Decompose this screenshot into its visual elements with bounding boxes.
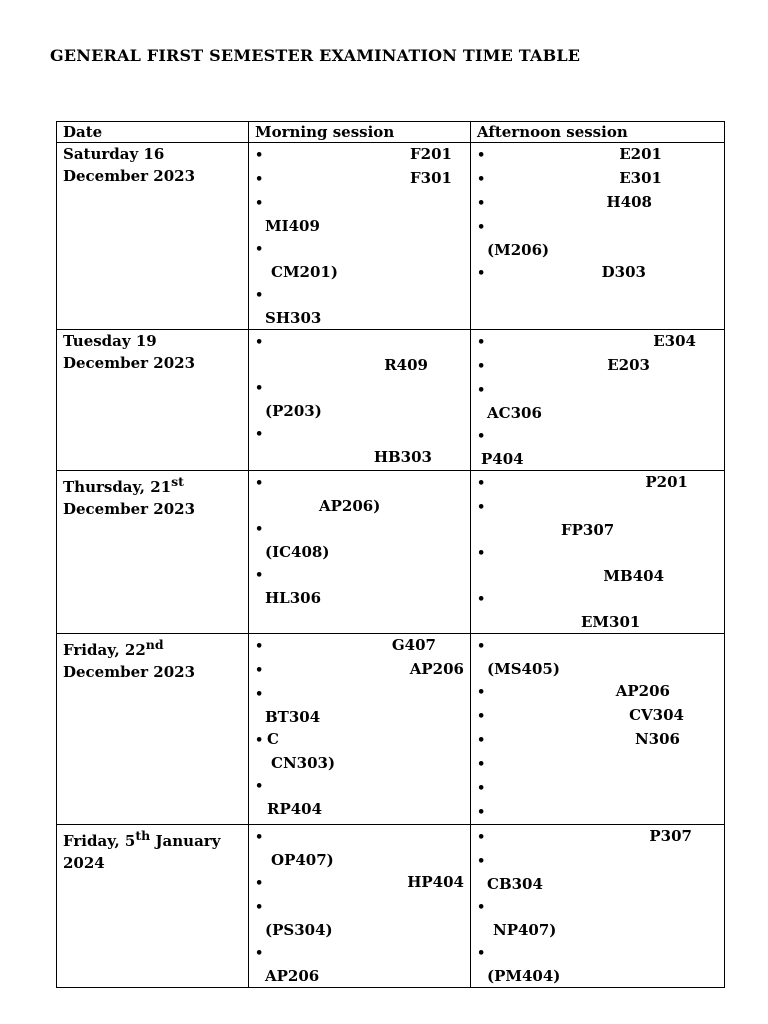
list-item: • R409 — [255, 330, 464, 376]
list-item: • (PS304) — [255, 895, 464, 941]
table-row — [57, 471, 725, 634]
list-item: • C CN303) — [255, 728, 464, 774]
course-code: F301 — [410, 169, 452, 187]
list-item: • AC306 — [477, 378, 718, 424]
date-line: Friday, 22nd — [63, 637, 164, 659]
list-item: • NP407) — [477, 895, 718, 941]
list-item: • P404 — [477, 424, 718, 470]
list-item: • AP206 — [255, 941, 464, 987]
list-item: • — [477, 757, 486, 772]
course-code: G407 — [391, 636, 436, 654]
course-code: F201 — [410, 145, 452, 163]
course-code: HP404 — [407, 873, 464, 891]
list-item: • HL306 — [255, 563, 464, 609]
course-code: (PS304) — [265, 921, 333, 939]
course-code: EM301 — [581, 613, 641, 631]
afternoon-cell — [471, 634, 725, 825]
list-item: • EM301 — [477, 587, 718, 633]
list-item: • D303 — [477, 263, 646, 281]
list-item: • (IC408) — [255, 517, 464, 563]
course-code: NP407) — [493, 921, 557, 939]
course-code: HL306 — [265, 589, 322, 607]
morning-cell — [249, 330, 471, 471]
afternoon-cell — [471, 825, 725, 988]
date-line: December 2023 — [63, 354, 196, 372]
morning-cell — [249, 143, 471, 330]
list-item: • RP404 — [255, 774, 464, 820]
page-title: GENERAL FIRST SEMESTER EXAMINATION TIME TABLE — [50, 46, 581, 65]
course-code: RP404 — [267, 800, 323, 818]
course-code: AP206) — [319, 497, 381, 515]
course-code: (P203) — [265, 402, 322, 420]
course-code: D303 — [601, 263, 646, 281]
course-code: E203 — [607, 356, 650, 374]
date-line: December 2023 — [63, 663, 196, 681]
course-code: MB404 — [603, 567, 664, 585]
list-item: • CV304 — [477, 706, 684, 724]
course-code: CV304 — [629, 706, 684, 724]
list-item: • P307 — [477, 827, 692, 845]
course-code: E304 — [653, 332, 696, 350]
list-item: • AP206) — [255, 471, 464, 517]
date-cell — [57, 471, 249, 634]
date-cell — [57, 825, 249, 988]
list-item: • CM201) — [255, 237, 464, 283]
list-item: • FP307 — [477, 495, 718, 541]
exam-timetable — [56, 121, 725, 988]
list-item: • — [477, 781, 486, 796]
list-item: • E203 — [477, 356, 650, 374]
date-cell — [57, 330, 249, 471]
course-code: N306 — [634, 730, 680, 748]
course-code: CN303) — [271, 754, 336, 772]
afternoon-cell — [471, 330, 725, 471]
course-code: E201 — [619, 145, 662, 163]
date-cell — [57, 634, 249, 825]
course-code: (IC408) — [265, 543, 330, 561]
list-item: • (M206) — [477, 215, 718, 261]
list-item: • SH303 — [255, 283, 464, 329]
course-code: AP206 — [615, 682, 670, 700]
date-line: December 2023 — [63, 167, 196, 185]
course-code: CB304 — [487, 875, 543, 893]
afternoon-cell — [471, 471, 725, 634]
list-item: • CB304 — [477, 849, 718, 895]
list-item: • BT304 — [255, 682, 464, 728]
course-code: C — [267, 730, 279, 748]
list-item: • E301 — [477, 169, 662, 187]
date-cell — [57, 143, 249, 330]
date-line: 2024 — [63, 854, 105, 872]
date-line: Tuesday 19 — [63, 332, 157, 350]
course-code: P201 — [645, 473, 688, 491]
table-row — [57, 143, 725, 330]
course-code: (M206) — [487, 241, 550, 259]
morning-cell — [249, 634, 471, 825]
list-item: • (P203) — [255, 376, 464, 422]
course-code: MI409 — [265, 217, 320, 235]
afternoon-cell — [471, 143, 725, 330]
course-code: CM201) — [271, 263, 338, 281]
course-code: R409 — [384, 356, 428, 374]
list-item: • AP206 — [255, 660, 464, 678]
list-item: • MB404 — [477, 541, 718, 587]
course-code: AP206 — [265, 967, 320, 985]
list-item: • HB303 — [255, 422, 464, 468]
list-item: • G407 — [255, 636, 436, 654]
list-item: • OP407) — [255, 825, 464, 871]
table-row — [57, 330, 725, 471]
table-row — [57, 634, 725, 825]
list-item: • E304 — [477, 332, 696, 350]
list-item: • P201 — [477, 473, 688, 491]
morning-cell — [249, 471, 471, 634]
list-item: • F201 — [255, 145, 452, 163]
course-code: AP206 — [409, 660, 464, 678]
list-item: • MI409 — [255, 191, 464, 237]
list-item: • E201 — [477, 145, 662, 163]
header-afternoon: Afternoon session — [471, 122, 725, 143]
course-code: E301 — [619, 169, 662, 187]
course-code: FP307 — [561, 521, 615, 539]
course-code: HB303 — [373, 448, 432, 466]
course-code: P307 — [649, 827, 692, 845]
course-code: H408 — [606, 193, 652, 211]
table-row — [57, 825, 725, 988]
date-line: December 2023 — [63, 500, 196, 518]
list-item: • F301 — [255, 169, 452, 187]
list-item: • AP206 — [477, 682, 670, 700]
date-line: Thursday, 21st — [63, 474, 184, 496]
course-code: P404 — [481, 450, 524, 468]
list-item: • — [477, 805, 486, 820]
date-line: Saturday 16 — [63, 145, 165, 163]
header-date: Date — [57, 122, 249, 143]
course-code: (MS405) — [487, 660, 560, 678]
course-code: SH303 — [265, 309, 322, 327]
list-item: • HP404 — [255, 873, 464, 891]
header-row — [57, 122, 725, 143]
header-morning: Morning session — [249, 122, 471, 143]
list-item: • N306 — [477, 730, 680, 748]
morning-cell — [249, 825, 471, 988]
course-code: (PM404) — [487, 967, 561, 985]
course-code: AC306 — [487, 404, 542, 422]
course-code: OP407) — [271, 851, 334, 869]
date-line: Friday, 5th January — [63, 828, 221, 850]
course-code: BT304 — [265, 708, 321, 726]
list-item: • (MS405) — [477, 634, 718, 680]
list-item: • H408 — [477, 193, 652, 211]
list-item: • (PM404) — [477, 941, 718, 987]
